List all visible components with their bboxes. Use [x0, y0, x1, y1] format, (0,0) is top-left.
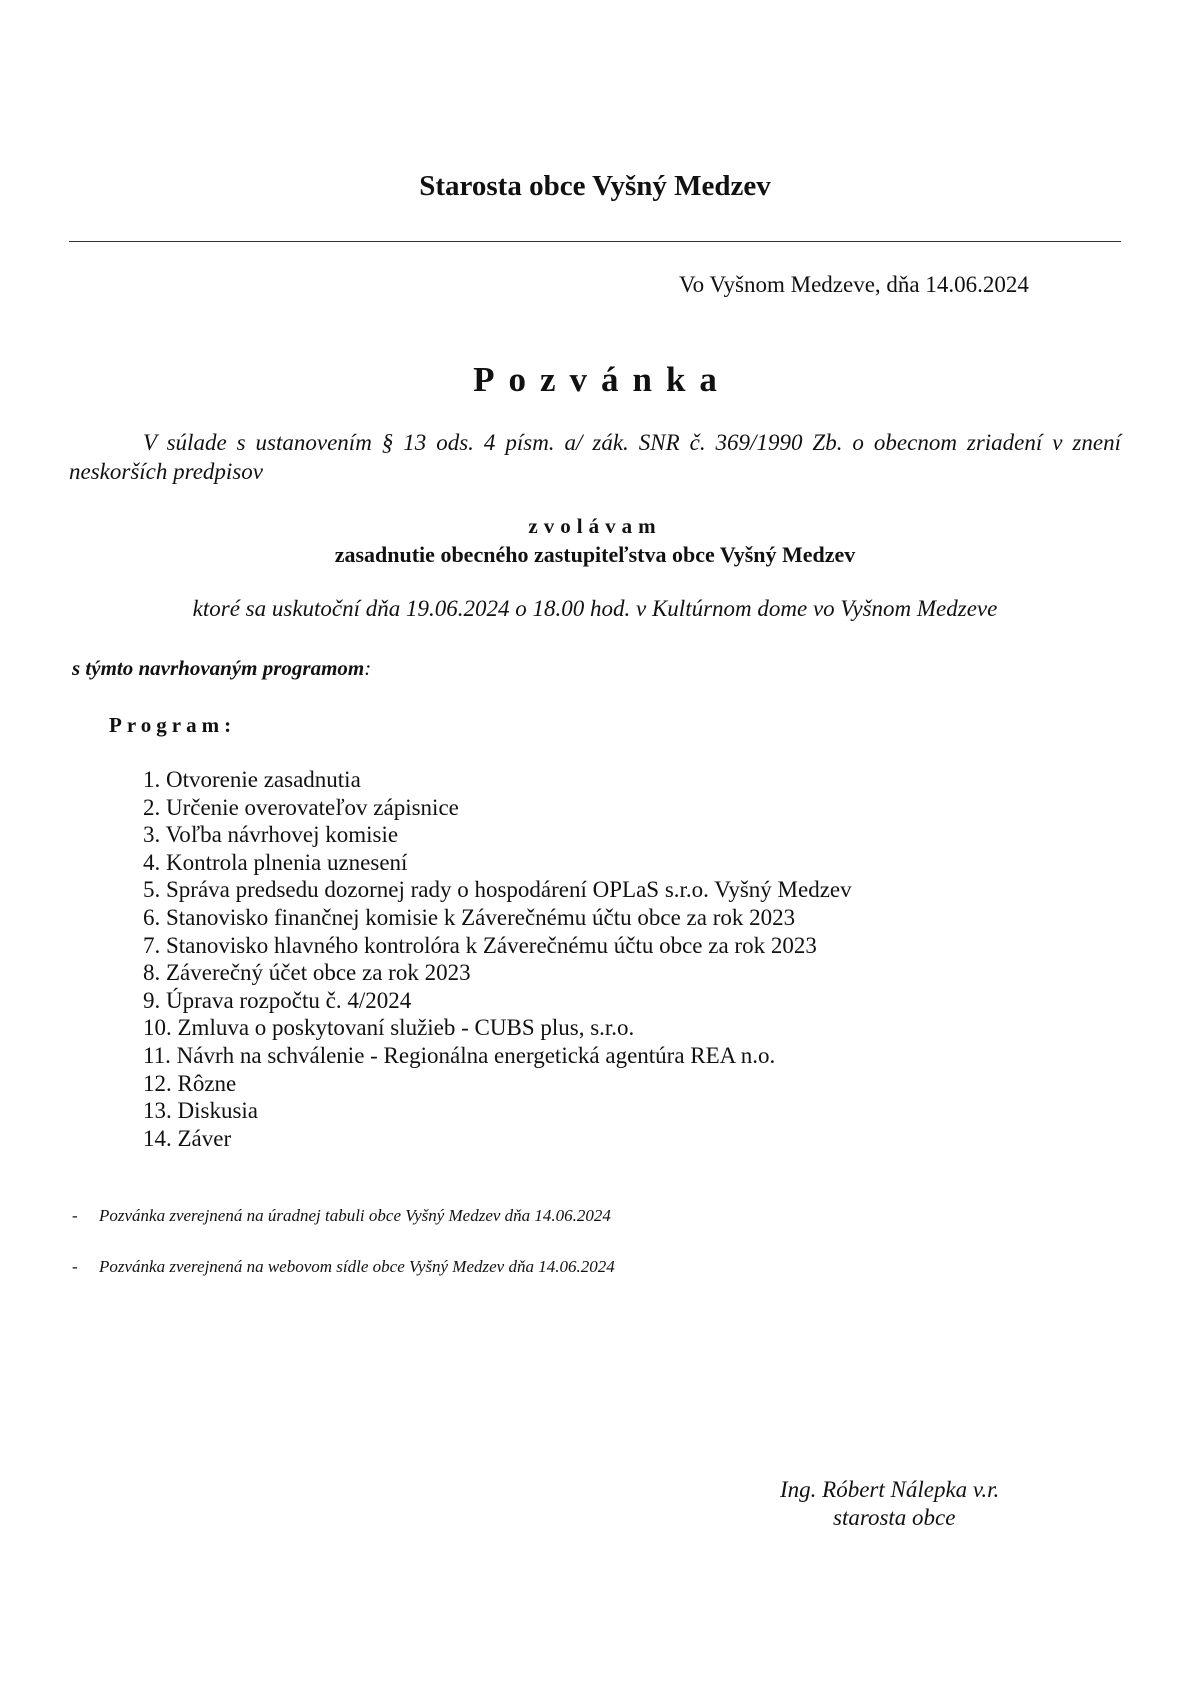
- agenda-list: [143, 766, 852, 1152]
- agenda-item: 13. Diskusia: [143, 1098, 258, 1124]
- note-dash: -: [72, 1206, 78, 1225]
- agenda-item: 14. Záver: [143, 1125, 232, 1151]
- note-text: Pozvánka zverejnená na webovom sídle obce Vyšný Medzev dňa 14.06.2024: [99, 1257, 615, 1276]
- agenda-item: 2. Určenie overovateľov zápisnice: [143, 794, 459, 820]
- agenda-item: 7. Stanovisko hlavného kontrolóra k Záverečnému účtu obce za rok 2023: [143, 932, 817, 958]
- agenda-item: 6. Stanovisko finančnej komisie k Záverečnému účtu obce za rok 2023: [143, 904, 796, 930]
- publication-note-notice-board: [72, 1206, 611, 1226]
- program-intro-colon: :: [364, 656, 372, 680]
- program-heading: Program:: [109, 713, 237, 737]
- note-text: Pozvánka zverejnená na úradnej tabuli obce Vyšný Medzev dňa 14.06.2024: [99, 1206, 611, 1225]
- note-dash: -: [72, 1257, 78, 1276]
- header-title: Starosta obce Vyšný Medzev: [419, 170, 771, 202]
- signature-role: starosta obce: [833, 1505, 956, 1530]
- agenda-item: 12. Rôzne: [143, 1070, 237, 1096]
- date-line: Vo Vyšnom Medzeve, dňa 14.06.2024: [679, 272, 1029, 297]
- agenda-item: 4. Kontrola plnenia uznesení: [143, 849, 408, 875]
- meeting-details: ktoré sa uskutoční dňa 19.06.2024 o 18.00 hod. v Kultúrnom dome vo Vyšnom Medzeve: [192, 596, 998, 621]
- meeting-title: zasadnutie obecného zastupiteľstva obce Vyšný Medzev: [334, 542, 856, 567]
- legal-basis-paragraph: V súlade s ustanovením § 13 ods. 4 písm. a/ zák. SNR č. 369/1990 Zb. o obecnom zriadení v znení neskorších predpisov: [69, 430, 1121, 484]
- signature-name: Ing. Róbert Nálepka v.r.: [780, 1477, 1000, 1502]
- header-divider: [69, 241, 1121, 242]
- publication-note-website: [72, 1257, 615, 1277]
- agenda-item: 10. Zmluva o poskytovaní služieb - CUBS plus, s.r.o.: [143, 1015, 635, 1041]
- agenda-item: 5. Správa predsedu dozornej rady o hospodárení OPLaS s.r.o. Vyšný Medzev: [143, 877, 852, 903]
- program-intro-text: s týmto navrhovaným programom: [72, 656, 365, 680]
- agenda-item: 9. Úprava rozpočtu č. 4/2024: [143, 987, 412, 1013]
- agenda-item: 1. Otvorenie zasadnutia: [143, 767, 361, 792]
- convene-word: zvolávam: [528, 514, 662, 538]
- program-intro: [72, 656, 371, 681]
- agenda-item: 8. Záverečný účet obce za rok 2023: [143, 960, 471, 986]
- agenda-item: 3. Voľba návrhovej komisie: [143, 822, 399, 848]
- agenda-item: 11. Návrh na schválenie - Regionálna energetická agentúra REA n.o.: [143, 1042, 776, 1068]
- document-title: Pozvánka: [473, 360, 731, 399]
